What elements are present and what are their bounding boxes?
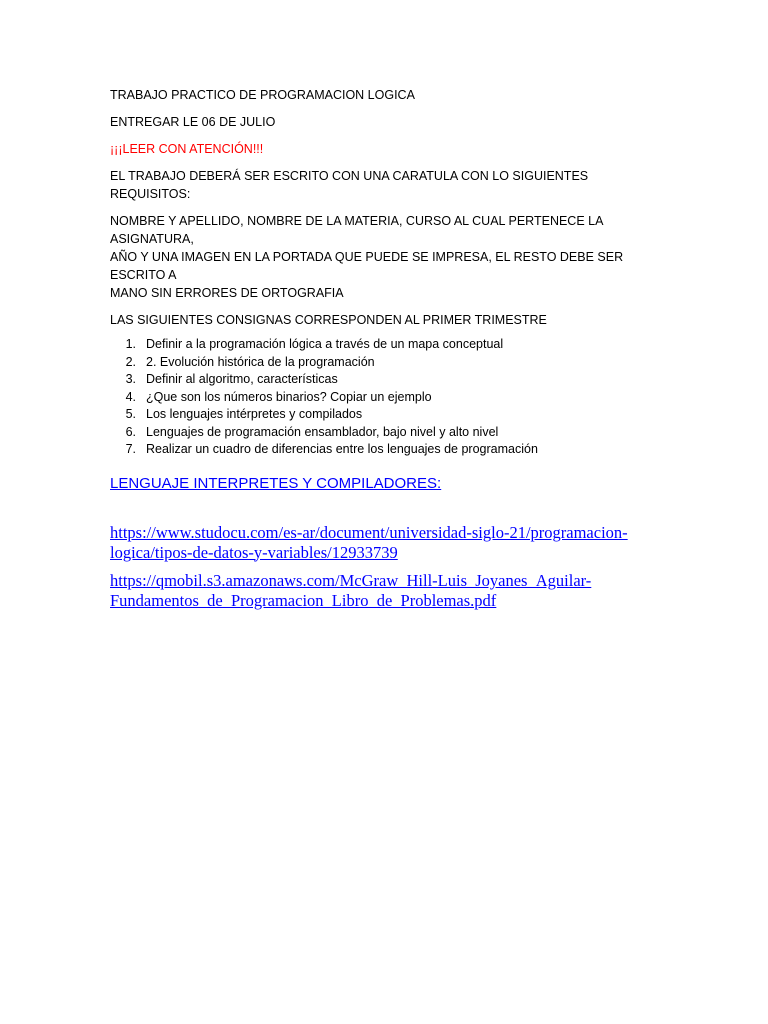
requirements-line: NOMBRE Y APELLIDO, NOMBRE DE LA MATERIA, CURSO AL CUAL PERTENECE LA ASIGNATURA, — [110, 214, 603, 246]
section-heading-link[interactable]: LENGUAJE INTERPRETES Y COMPILADORES: — [110, 475, 442, 492]
list-item — [110, 406, 670, 424]
list-item — [110, 354, 670, 372]
list-text: Definir a la programación lógica a través de un mapa conceptual — [146, 337, 504, 351]
link-line: https://qmobil.s3.amazonaws.com/McGraw_Hill-Luis_Joyanes_Aguilar- — [110, 571, 592, 590]
requirements-paragraph — [110, 212, 670, 302]
list-text: Realizar un cuadro de diferencias entre los lenguajes de programación — [146, 442, 538, 456]
list-text: Lenguajes de programación ensamblador, bajo nivel y alto nivel — [146, 424, 499, 439]
link-line: logica/tipos-de-datos-y-variables/12933739 — [110, 542, 398, 562]
list-item — [110, 424, 670, 442]
consignas-intro: LAS SIGUIENTES CONSIGNAS CORRESPONDEN AL PRIMER TRIMESTRE — [110, 313, 547, 327]
link-line: https://www.studocu.com/es-ar/document/universidad-siglo-21/programacion- — [110, 523, 628, 542]
task-list — [110, 336, 670, 459]
list-item — [110, 336, 670, 354]
list-text: Definir al algoritmo, características — [146, 372, 338, 386]
list-text: ¿Que son los números binarios? Copiar un ejemplo — [146, 389, 432, 404]
document-title: TRABAJO PRACTICO DE PROGRAMACION LOGICA — [110, 88, 415, 102]
link-line: Fundamentos_de_Programacion_Libro_de_Problemas.pdf — [110, 590, 497, 610]
list-text: 2. Evolución histórica de la programación — [146, 354, 375, 369]
warning-text: ¡¡¡LEER CON ATENCIÓN!!! — [110, 142, 264, 156]
list-number: 7. — [125, 442, 136, 456]
amazonaws-pdf-link[interactable] — [110, 571, 670, 610]
requirements-line: AÑO Y UNA IMAGEN EN LA PORTADA QUE PUEDE SE IMPRESA, EL RESTO DEBE SER ESCRITO A — [110, 250, 624, 282]
list-number: 4. — [125, 389, 136, 404]
list-item — [110, 371, 670, 389]
deadline-text: ENTREGAR LE 06 DE JULIO — [110, 115, 276, 129]
list-number: 5. — [125, 407, 136, 421]
list-item — [110, 389, 670, 407]
list-item — [110, 441, 670, 459]
requirements-line: MANO SIN ERRORES DE ORTOGRAFIA — [110, 286, 344, 300]
list-text: Los lenguajes intérpretes y compilados — [146, 407, 363, 421]
list-number: 6. — [125, 424, 136, 439]
list-number: 1. — [125, 337, 136, 351]
studocu-link[interactable] — [110, 523, 670, 562]
list-number: 3. — [125, 372, 136, 386]
document-body — [110, 86, 670, 459]
list-number: 2. — [125, 354, 136, 369]
requirements-intro: EL TRABAJO DEBERÁ SER ESCRITO CON UNA CARATULA CON LO SIGUIENTES REQUISITOS: — [110, 169, 589, 201]
